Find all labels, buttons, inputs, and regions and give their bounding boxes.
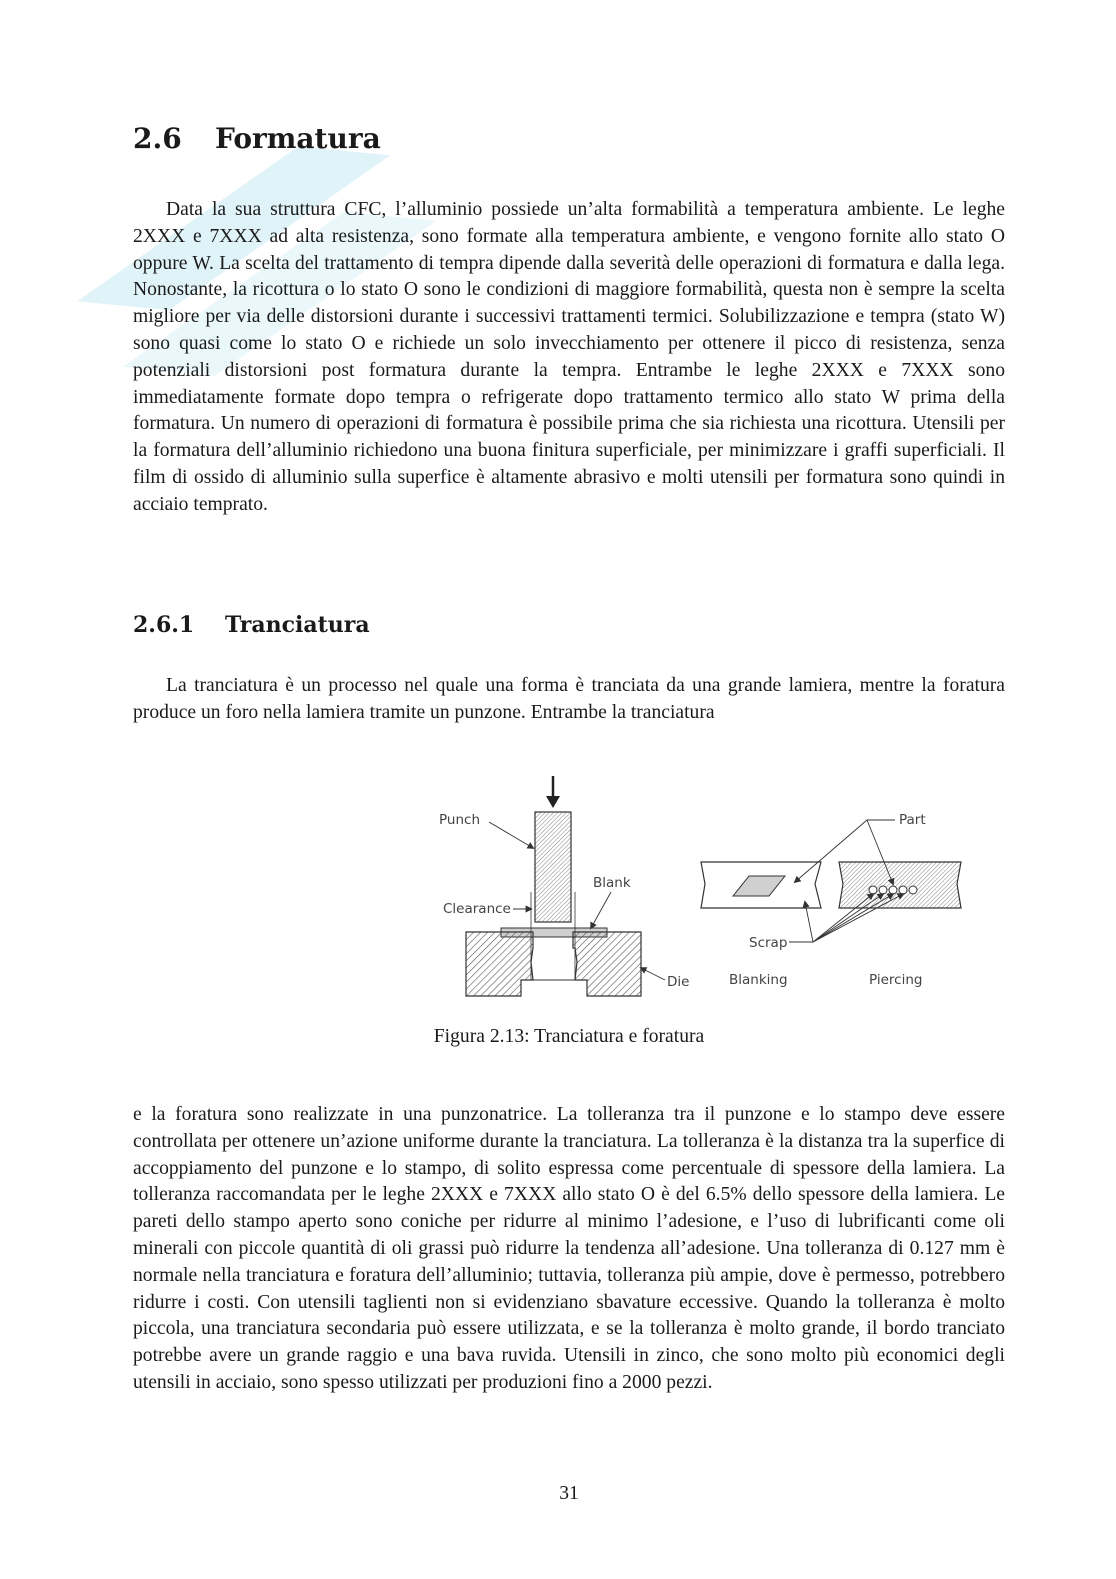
paragraph-formatura: Data la sua struttura CFC, l’alluminio possiede un’alta formabilità a temperatura ambiente. Le leghe 2XXX e 7XXX ad alta resistenza, sono formate alla temperatura ambiente, e vengono fornite allo stato O oppure W. La scelta del trattamento di tempra dipende dalla severità delle operazioni di formatura e dalla lega. Nonostante, la ricottura o lo stato O sono le condizioni di maggiore formabilità, questa non è sempre la scelta migliore per via delle distorsioni durante i successivi trattamenti termici. Solubilizzazione e tempra (stato W) sono quasi come lo stato O e richiede un solo invecchiamento per ottenere il picco di resistenza, senza potenziali distorsioni post formatura durante la tempra. Entrambe le leghe 2XXX e 7XXX sono immediatamente formate dopo tempra o refrigerate dopo trattamento termico allo stato W prima della formatura. Un numero di operazioni di formatura è possibile prima che sia richiesta una ricottura. Utensili per la formatura dell’alluminio richiedono una buona finitura superficiale, per minimizzare i graffi superficiali. Il film di ossido di alluminio sulla superfice è altamente abrasivo e molti utensili per formatura sono quindi in acciaio temprato.	[133, 199, 1005, 515]
paragraph-tranciatura-intro: La tranciatura è un processo nel quale una forma è tranciata da una grande lamiera, mentre la foratura produce un foro nella lamiera tramite un punzone. Entrambe la tranciatura	[133, 675, 1005, 723]
subsection-heading	[133, 612, 370, 638]
paragraph-tolleranza: e la foratura sono realizzate in una punzonatrice. La tolleranza tra il punzone e lo stampo deve essere controllata per ottenere un’azione uniforme durante la tranciatura. La tolleranza è la distanza tra la superfice di accoppiamento del punzone e lo stampo, di solito espressa come percentuale di spessore della lamiera. La tolleranza raccomandata per le leghe 2XXX e 7XXX allo stato O è del 6.5% dello spessore della lamiera. Le pareti dello stampo aperto sono coniche per ridurre al minimo l’adesione, e l’uso di lubrificanti come oli minerali con piccole quantità di oli grassi può ridurre la tendenza all’adesione. Una tolleranza di 0.127 mm è normale nella tranciatura e foratura dell’alluminio; tuttavia, tolleranza più ampie, dove è permesso, potrebbero ridurre i costi. Con utensili taglienti non si evidenziano sbavature eccessive. Quando la tolleranza è molto piccola, una tranciatura secondaria può essere utilizzata, e se la tolleranza è molto grande, il bordo tranciato potrebbe avere un grande raggio e una bava ruvida. Utensili in zinco, che sono molto più economici degli utensili in acciaio, sono spesso utilizzati per produzioni fino a 2000 pezzi.	[133, 1104, 1005, 1393]
punch-die-diagram	[439, 776, 689, 996]
label-clearance: Clearance	[443, 901, 511, 917]
label-die: Die	[667, 974, 690, 990]
punch-shape	[535, 812, 571, 922]
figure-caption: Figura 2.13: Tranciatura e foratura	[433, 1026, 705, 1047]
label-piercing: Piercing	[869, 972, 923, 988]
label-blanking: Blanking	[729, 972, 788, 988]
subsection-title: Tranciatura	[225, 612, 370, 638]
page-number: 31	[559, 1483, 579, 1504]
section-heading	[133, 122, 381, 155]
subsection-number: 2.6.1	[133, 612, 195, 638]
label-punch: Punch	[439, 812, 480, 828]
strip-diagram	[701, 812, 961, 988]
section-number: 2.6	[133, 122, 182, 155]
label-scrap: Scrap	[749, 935, 788, 951]
section-title: Formatura	[215, 122, 381, 155]
figure-blanking-piercing	[301, 772, 926, 1004]
label-blank: Blank	[593, 875, 631, 891]
die-shape	[466, 932, 533, 996]
label-part: Part	[899, 812, 926, 828]
